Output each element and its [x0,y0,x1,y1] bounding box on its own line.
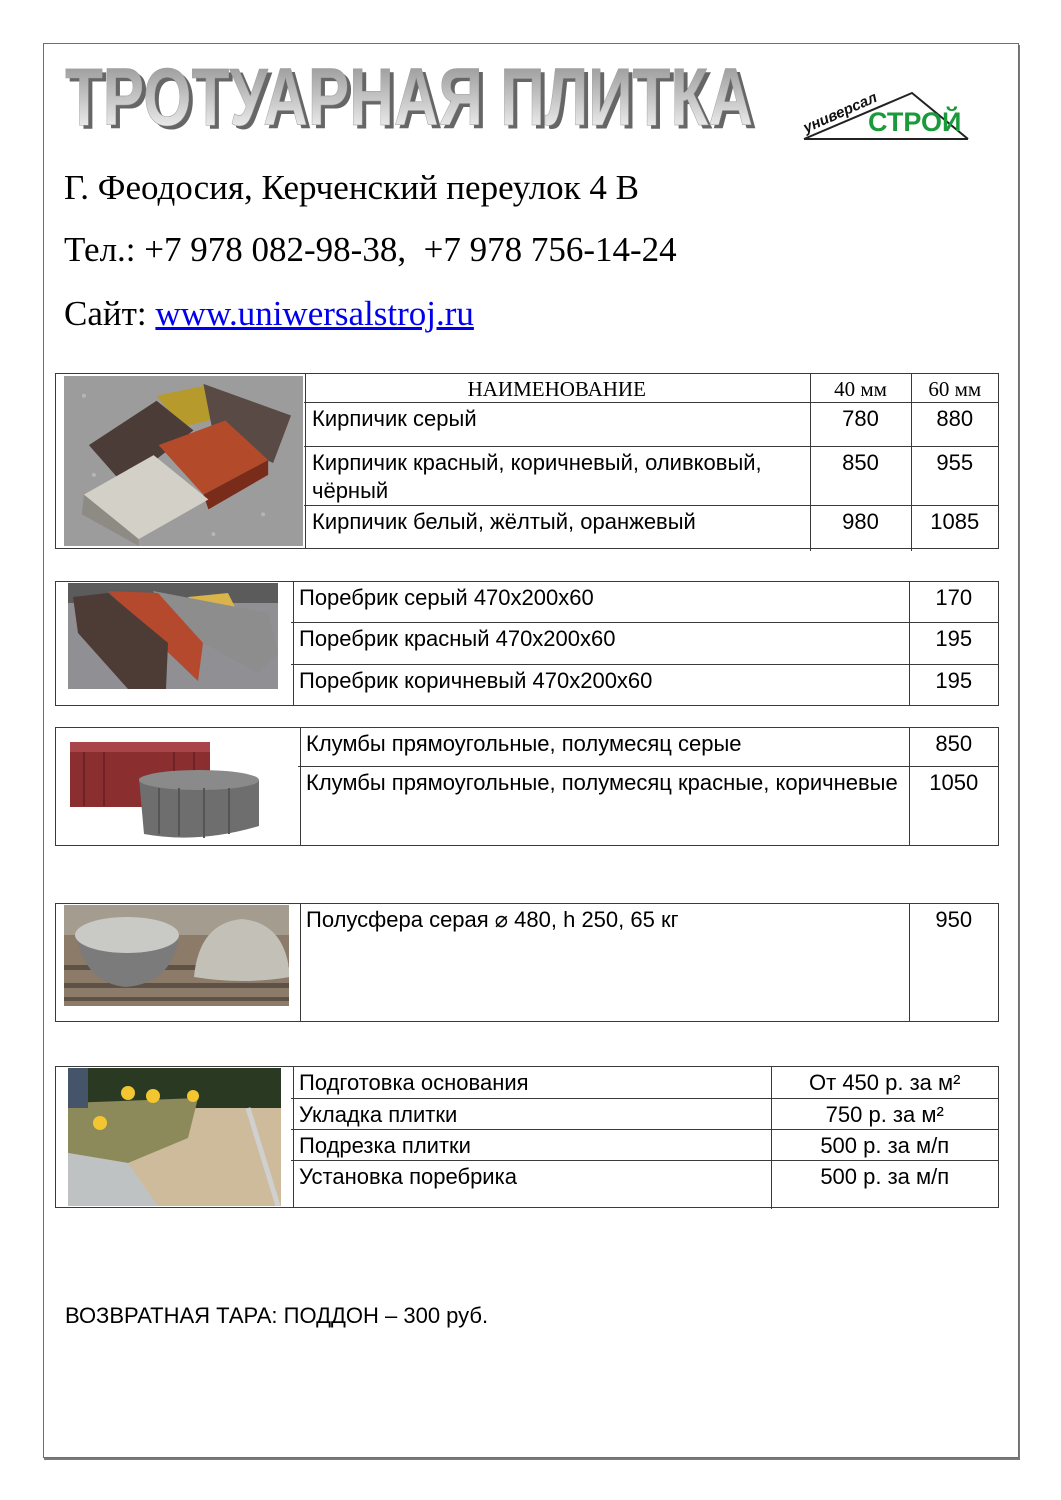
website-line [64,296,474,331]
price: 950 [909,904,998,1021]
product-name: Поребрик коричневый 470х200х60 [291,664,909,705]
pallet-deposit-note: ВОЗВРАТНАЯ ТАРА: ПОДДОН – 300 руб. [65,1303,489,1328]
service-price: От 450 р. за м² [771,1067,998,1098]
service-name: Подготовка основания [291,1067,771,1098]
table-row [291,1160,998,1209]
hemisphere-table [298,904,998,1021]
address: Г. Феодосия, Керченский переулок 4 В [64,168,640,207]
service-name: Установка поребрика [291,1160,771,1209]
price-60mm: 955 [911,447,998,506]
phone-line [64,232,677,267]
table-row [304,447,998,506]
service-price: 500 р. за м/п [771,1160,998,1209]
curb-stones-photo [56,582,294,705]
curbs-price-table [55,581,999,706]
service-name: Подрезка плитки [291,1129,771,1160]
price: 195 [909,623,998,664]
header-name: НАИМЕНОВАНИЕ [304,374,810,403]
curbs-table [291,582,998,705]
price-60mm: 1085 [911,506,998,551]
service-price: 500 р. за м/п [771,1129,998,1160]
website-link[interactable]: www.uniwersalstroj.ru [155,294,474,333]
logo-main-text: СТРОЙ [868,107,962,137]
tiles-price-table [55,373,999,549]
table-row [291,1098,998,1129]
planters-price-table [55,727,999,846]
price-60mm: 880 [911,403,998,447]
tiles-table [304,374,998,551]
table-row [291,1129,998,1160]
table-row [291,1067,998,1098]
planters-photo [56,728,301,845]
table-row [304,506,998,551]
product-name: Полусфера серая ⌀ 480, h 250, 65 кг [298,904,909,1021]
concrete-hemisphere-photo [56,904,301,1021]
table-row [291,623,998,664]
page-title [63,62,763,144]
price: 170 [909,582,998,623]
product-name: Кирпичик белый, жёлтый, оранжевый [304,506,810,551]
price: 195 [909,664,998,705]
services-price-table [55,1066,999,1208]
hemisphere-price-table [55,903,999,1022]
product-name: Поребрик красный 470х200х60 [291,623,909,664]
price-40mm: 850 [810,447,911,506]
phone-label: Тел.: [64,230,136,269]
title-text: ТРОТУАРНАЯ ПЛИТКА [65,62,753,143]
paving-bricks-photo [56,374,306,548]
table-header-row [304,374,998,403]
table-row [304,403,998,447]
services-table [291,1067,998,1209]
product-name: Клумбы прямоугольные, полумесяц красные, коричневые [298,766,909,845]
product-name: Клумбы прямоугольные, полумесяц серые [298,728,909,766]
header-40mm: 40 мм [810,374,911,403]
product-name: Кирпичик серый [304,403,810,447]
table-row [291,664,998,705]
logo-top-text: универсал [800,89,880,137]
price-40mm: 780 [810,403,911,447]
product-name: Кирпичик красный, коричневый, оливковый, чёрный [304,447,810,506]
title-shadow: ТРОТУАРНАЯ ПЛИТКА [69,62,757,144]
phone-numbers: +7 978 082-98-38, +7 978 756-14-24 [144,230,677,269]
table-row [298,766,998,845]
price: 1050 [909,766,998,845]
table-row [298,728,998,766]
price-40mm: 980 [810,506,911,551]
header-60mm: 60 мм [911,374,998,403]
service-price: 750 р. за м² [771,1098,998,1129]
table-row [298,904,998,1021]
price: 850 [909,728,998,766]
product-name: Поребрик серый 470х200х60 [291,582,909,623]
service-name: Укладка плитки [291,1098,771,1129]
company-logo [800,85,972,143]
tile-laying-photo [56,1067,294,1207]
planters-table [298,728,998,845]
table-row [291,582,998,623]
site-label: Сайт: [64,294,147,333]
